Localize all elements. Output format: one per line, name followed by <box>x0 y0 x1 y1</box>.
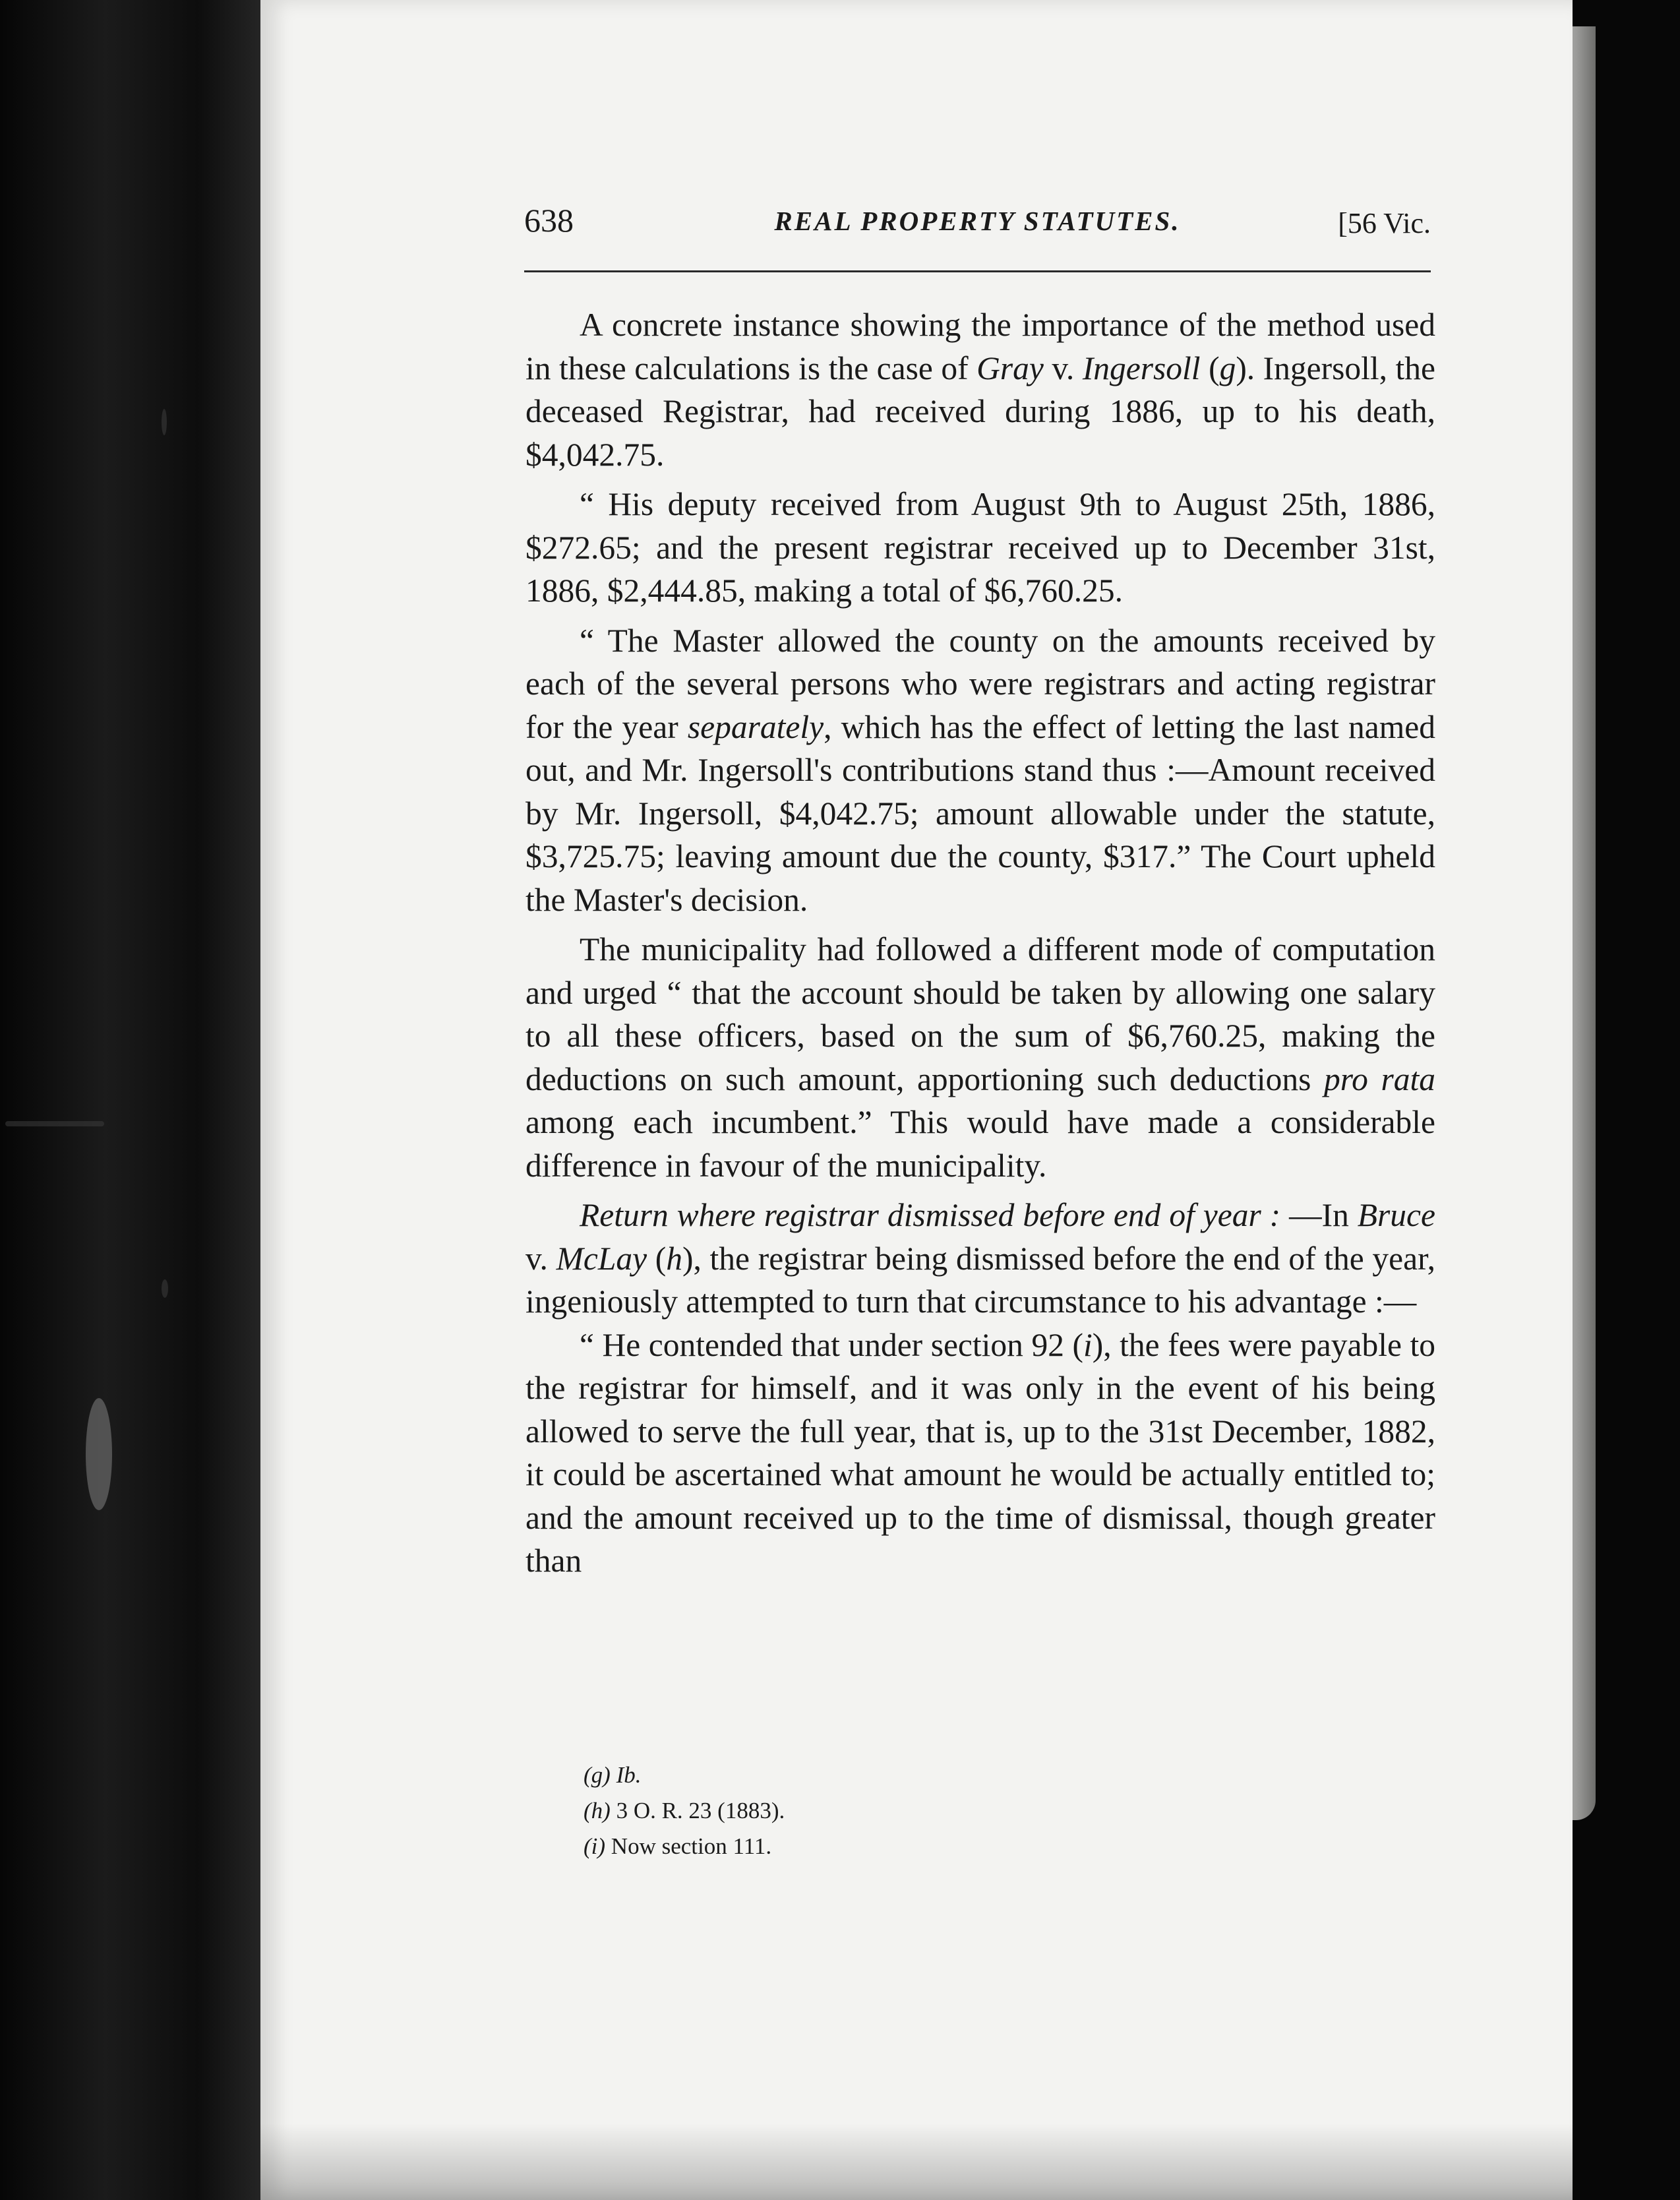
text-run: , which has the effect of letting the last named out, and Mr. Ingersoll's contributions stand thus :—Amount received by Mr. Ingersoll, $4,042.75; amount allowable under the statute, $3,725.75; leaving amount due the county, $317.” The Court upheld the Master's decision. <box>525 708 1435 918</box>
margin-mark <box>86 1398 112 1510</box>
footnote <box>584 1829 1243 1864</box>
footnote <box>584 1793 1243 1829</box>
footnote-text: Now section 111. <box>611 1833 772 1859</box>
text-run: among each incumbent.” This would have made a considerable difference in favour of the municipality. <box>525 1104 1435 1184</box>
paragraph <box>525 1324 1435 1583</box>
italic-text: Return where registrar dismissed before end of year : <box>580 1197 1281 1233</box>
book-binding-left <box>0 0 264 2200</box>
text-run: The municipality had followed a different mode of computation and urged “ that the account should be taken by allowing one salary to all these officers, based on the sum of $6,760.25, making the deductions on such amount, apportioning such deductions <box>525 931 1435 1097</box>
margin-mark <box>162 409 167 435</box>
italic-text: i <box>1083 1326 1093 1363</box>
italic-text: g <box>1219 350 1236 386</box>
italic-text: McLay <box>556 1240 647 1277</box>
italic-text: separately <box>687 708 824 745</box>
text-run: ( <box>1200 350 1220 386</box>
footnote <box>584 1757 1243 1793</box>
regnal-year: [56 Vic. <box>1338 207 1431 239</box>
paragraph <box>525 619 1435 922</box>
italic-text: pro rata <box>1323 1060 1436 1097</box>
text-run: “ His deputy received from August 9th to August 25th, 1886, $272.65; and the present registrar received up to December 31st, 1886, $2,444.85, making a total of $6,760.25. <box>525 486 1435 609</box>
footnote-mark: (h) <box>584 1798 611 1823</box>
text-run: “ He contended that under section 92 ( <box>580 1326 1083 1363</box>
paragraph <box>525 303 1435 476</box>
paragraph <box>525 928 1435 1187</box>
margin-mark <box>162 1279 168 1298</box>
italic-text: Gray <box>976 350 1044 386</box>
running-title: REAL PROPERTY STATUTES. <box>774 206 1181 236</box>
text-run: —In <box>1280 1197 1358 1233</box>
footnote-text: 3 O. R. 23 (1883). <box>616 1798 785 1823</box>
text-run: v. <box>1043 350 1083 386</box>
text-run: ( <box>647 1240 667 1277</box>
footnote-mark: (g) <box>584 1762 611 1788</box>
italic-text: h <box>666 1240 682 1277</box>
footnote-text: Ib. <box>616 1762 642 1788</box>
footnotes <box>584 1757 1243 1864</box>
text-run: “ The Master allowed the county on the amounts received by each of the several persons who were registrars and acting registrar for the year <box>525 622 1435 745</box>
paragraph <box>525 1194 1435 1324</box>
page-number: 638 <box>524 202 574 239</box>
running-head <box>524 201 1431 254</box>
text-run: v. <box>525 1240 556 1277</box>
text-run: A concrete instance showing the importance of the method used in these calculations is the case of <box>525 307 1435 386</box>
italic-text: Bruce <box>1357 1197 1435 1233</box>
margin-mark <box>5 1121 104 1126</box>
text-run: ). Ingersoll, the deceased Registrar, had received during 1886, up to his death, $4,042.75. <box>525 350 1436 473</box>
text-run: ), the fees were payable to the registrar for himself, and it was only in the event of his being allowed to serve the full year, that is, up to the 31st December, 1882, it could be ascertained what amount he would be actually entitled to; and the amount received up to the time of dismissal, though greater than <box>525 1326 1436 1579</box>
header-rule <box>524 270 1431 272</box>
page-bottom-shadow <box>260 2124 1573 2200</box>
paragraph <box>525 483 1435 613</box>
text-run: ), the registrar being dismissed before the end of the year, ingeniously attempted to turn that circumstance to his advantage :— <box>525 1240 1435 1320</box>
italic-text: Ingersoll <box>1082 350 1201 386</box>
footnote-mark: (i) <box>584 1833 606 1859</box>
body-text <box>525 303 1435 1589</box>
